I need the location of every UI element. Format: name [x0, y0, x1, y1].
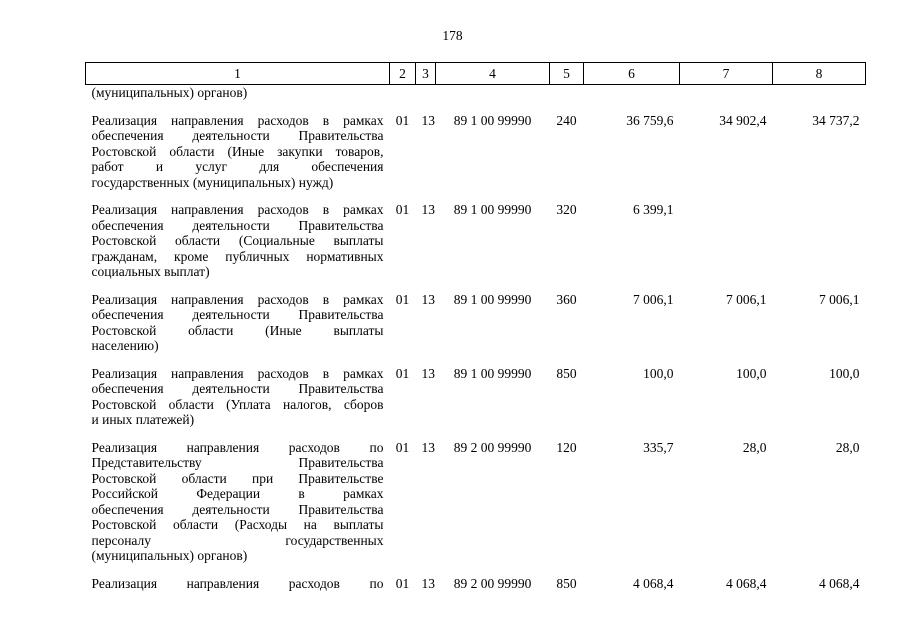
- page-number: 178: [442, 28, 463, 43]
- description-line: обеспечения деятельности Правительства: [91, 501, 384, 517]
- table-row: [86, 286, 866, 360]
- amount-year-1: 100,0: [643, 365, 674, 381]
- description-line: персоналу государственных: [91, 532, 384, 548]
- description-line: Реализация направления расходов в рамках: [91, 365, 384, 381]
- amount-year-2: 7 006,1: [726, 291, 767, 307]
- amount-year-3: 34 737,2: [812, 112, 860, 128]
- description-line: Российской Федерации в рамках: [91, 486, 384, 501]
- section-code: 01: [395, 575, 410, 591]
- expense-type-code: 240: [556, 112, 577, 128]
- expense-description: [86, 434, 390, 570]
- expense-description: [86, 286, 390, 360]
- col-header-7: 7: [680, 63, 773, 85]
- description-line: государственных (муниципальных) нужд): [91, 174, 334, 190]
- expense-type-code: 360: [556, 291, 577, 307]
- expense-type-code: 120: [556, 439, 577, 455]
- subsection-code: 13: [421, 291, 435, 307]
- column-number-header: [86, 63, 866, 85]
- expense-type-code: 320: [556, 202, 577, 217]
- subsection-code: 13: [421, 575, 435, 591]
- table-row: [86, 434, 866, 570]
- table-row: [86, 360, 866, 434]
- description-line: Ростовской области (Социальные выплаты: [91, 233, 384, 248]
- amount-year-1: 4 068,4: [633, 575, 674, 591]
- amount-year-3: 28,0: [835, 439, 860, 455]
- amount-year-2: [680, 196, 773, 286]
- description-line: населению): [91, 338, 159, 353]
- subsection-code: 13: [421, 439, 435, 455]
- section-code: 01: [395, 202, 410, 217]
- col-header-4: 4: [436, 63, 550, 85]
- description-line: Ростовской области (Расходы на выплаты: [91, 517, 384, 532]
- description-line: Реализация направления расходов в рамках: [91, 291, 384, 307]
- amount-year-3: [773, 196, 866, 286]
- amount-year-3: 4 068,4: [819, 575, 860, 591]
- target-article-code: 89 2 00 99990: [453, 439, 532, 455]
- description-line: Реализация направления расходов в рамках: [91, 202, 384, 217]
- description-line: обеспечения деятельности Правительства: [91, 381, 384, 396]
- target-article-code: 89 1 00 99990: [453, 291, 532, 307]
- col-header-5: 5: [550, 63, 584, 85]
- target-article-code: 89 1 00 99990: [453, 365, 532, 381]
- subsection-code: 13: [421, 202, 435, 217]
- col-header-8: 8: [773, 63, 866, 85]
- expense-description: [86, 196, 390, 286]
- description-line: Реализация направления расходов в рамках: [91, 112, 384, 128]
- amount-year-1: 7 006,1: [633, 291, 674, 307]
- description-line: Реализация направления расходов по: [91, 575, 384, 591]
- expense-description: [86, 107, 390, 197]
- target-article-code: 89 1 00 99990: [453, 112, 532, 128]
- col-header-6: 6: [584, 63, 680, 85]
- col-header-1: 1: [86, 63, 390, 85]
- amount-year-2: 34 902,4: [719, 112, 767, 128]
- table-row: [86, 196, 866, 286]
- subsection-code: 13: [421, 112, 435, 128]
- amount-year-2: 28,0: [742, 439, 767, 455]
- section-code: 01: [395, 291, 410, 307]
- description-line: и иных платежей): [91, 412, 195, 427]
- col-header-3: 3: [416, 63, 436, 85]
- amount-year-3: 100,0: [829, 365, 860, 381]
- expense-description: [86, 570, 390, 598]
- budget-table: [85, 62, 866, 597]
- expense-type-code: 850: [556, 575, 577, 591]
- amount-year-1: 6 399,1: [633, 202, 674, 217]
- description-line: обеспечения деятельности Правительства: [91, 307, 384, 322]
- description-line: (муниципальных) органов): [91, 548, 248, 563]
- subsection-code: 13: [421, 365, 435, 381]
- amount-year-2: 100,0: [736, 365, 767, 381]
- section-code: 01: [395, 365, 410, 381]
- amount-year-1: 335,7: [643, 439, 674, 455]
- target-article-code: 89 2 00 99990: [453, 575, 532, 591]
- description-line: Ростовской области (Уплата налогов, сборов: [91, 396, 384, 412]
- description-line: Реализация направления расходов по: [91, 439, 384, 455]
- description-line: Ростовской области (Иные выплаты: [91, 322, 384, 338]
- description-line: обеспечения деятельности Правительства: [91, 128, 384, 143]
- description-line: работ и услуг для обеспечения: [91, 159, 384, 174]
- section-code: 01: [395, 439, 410, 455]
- description-line: гражданам, кроме публичных нормативных: [91, 248, 384, 264]
- description-line: Ростовской области при Правительстве: [91, 470, 384, 486]
- section-code: 01: [395, 112, 410, 128]
- description-line: Представительству Правительства: [91, 455, 384, 470]
- continuation-text: (муниципальных) органов): [91, 85, 248, 100]
- amount-year-3: 7 006,1: [819, 291, 860, 307]
- expense-type-code: 850: [556, 365, 577, 381]
- description-line: Ростовской области (Иные закупки товаров,: [91, 143, 384, 159]
- table-row: [86, 107, 866, 197]
- target-article-code: 89 1 00 99990: [453, 202, 532, 217]
- col-header-2: 2: [390, 63, 416, 85]
- amount-year-1: 36 759,6: [626, 112, 674, 128]
- amount-year-2: 4 068,4: [726, 575, 767, 591]
- continuation-row: [86, 85, 866, 107]
- expense-description: [86, 360, 390, 434]
- description-line: социальных выплат): [91, 264, 210, 279]
- table-row: [86, 570, 866, 598]
- description-line: обеспечения деятельности Правительства: [91, 217, 384, 233]
